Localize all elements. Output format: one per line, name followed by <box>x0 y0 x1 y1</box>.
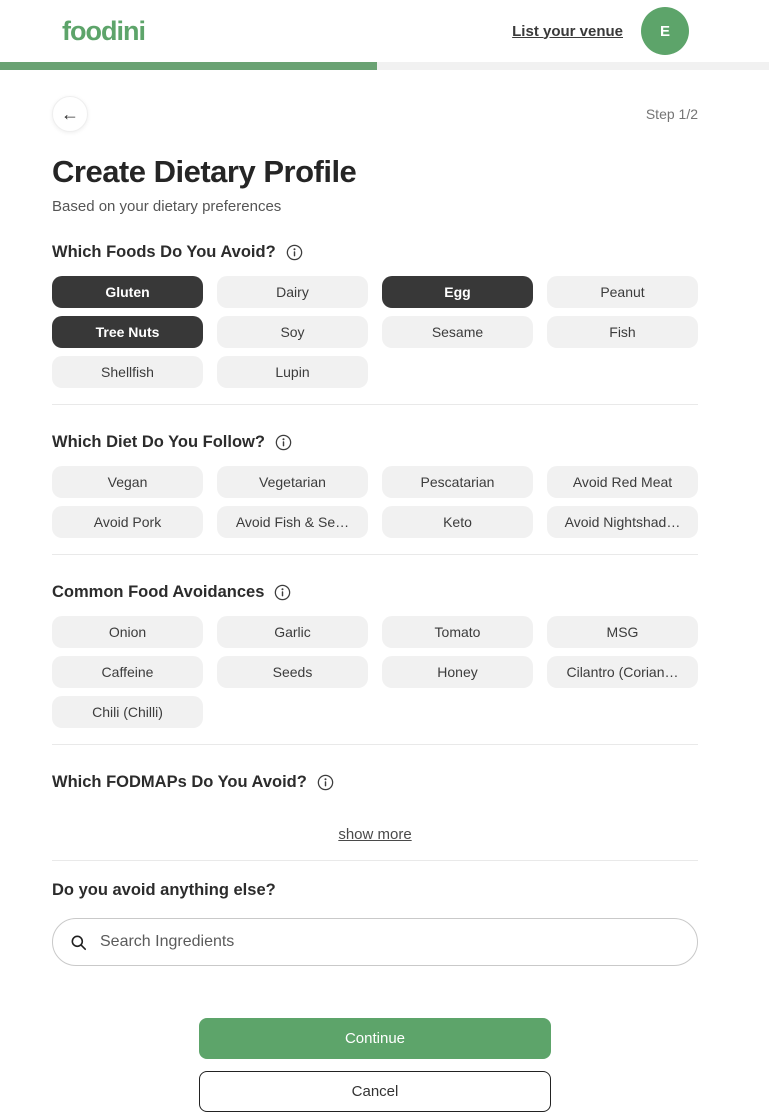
section-heading <box>52 773 698 792</box>
chip-msg[interactable]: MSG <box>547 616 698 648</box>
section-heading <box>52 583 698 602</box>
header-right <box>512 7 689 55</box>
search-ingredients-field[interactable] <box>52 918 698 966</box>
section-heading-label: Which Foods Do You Avoid? <box>52 243 276 261</box>
user-avatar[interactable]: E <box>641 7 689 55</box>
anything-else-title: Do you avoid anything else? <box>52 881 276 899</box>
section-heading <box>52 243 698 262</box>
section-heading-label: Which FODMAPs Do You Avoid? <box>52 773 307 791</box>
chip-avoid-nightshad[interactable]: Avoid Nightshad… <box>547 506 698 538</box>
chip-shellfish[interactable]: Shellfish <box>52 356 203 388</box>
info-icon[interactable] <box>274 584 291 601</box>
chip-egg[interactable]: Egg <box>382 276 533 308</box>
chip-garlic[interactable]: Garlic <box>217 616 368 648</box>
chip-grid <box>52 276 698 388</box>
section-heading-label: Common Food Avoidances <box>52 583 265 601</box>
chip-dairy[interactable]: Dairy <box>217 276 368 308</box>
chip-caffeine[interactable]: Caffeine <box>52 656 203 688</box>
chip-cilantro-corian[interactable]: Cilantro (Corian… <box>547 656 698 688</box>
search-input[interactable] <box>98 932 681 952</box>
section-divider <box>52 744 698 745</box>
chip-honey[interactable]: Honey <box>382 656 533 688</box>
page-title: Create Dietary Profile <box>52 154 357 189</box>
main-content <box>52 96 698 1112</box>
chip-tomato[interactable]: Tomato <box>382 616 533 648</box>
chip-sesame[interactable]: Sesame <box>382 316 533 348</box>
section-which-fodmaps-do-you-avoid <box>52 773 698 861</box>
progress-bar-fill <box>0 62 377 70</box>
chip-peanut[interactable]: Peanut <box>547 276 698 308</box>
section-which-foods-do-you-avoid <box>52 243 698 405</box>
section-heading-label: Which Diet Do You Follow? <box>52 433 265 451</box>
chip-vegetarian[interactable]: Vegetarian <box>217 466 368 498</box>
chip-avoid-fish-se[interactable]: Avoid Fish & Se… <box>217 506 368 538</box>
show-more-link[interactable]: show more <box>338 826 412 843</box>
chip-vegan[interactable]: Vegan <box>52 466 203 498</box>
search-icon <box>69 933 88 952</box>
continue-button[interactable]: Continue <box>199 1018 551 1059</box>
chip-fish[interactable]: Fish <box>547 316 698 348</box>
chip-gluten[interactable]: Gluten <box>52 276 203 308</box>
back-button[interactable] <box>52 96 88 132</box>
foodini-logo[interactable]: foodini <box>62 15 145 46</box>
section-common-food-avoidances <box>52 583 698 745</box>
cancel-button[interactable]: Cancel <box>199 1071 551 1112</box>
section-which-diet-do-you-follow <box>52 433 698 555</box>
chip-avoid-pork[interactable]: Avoid Pork <box>52 506 203 538</box>
step-indicator: Step 1/2 <box>645 106 698 122</box>
chip-soy[interactable]: Soy <box>217 316 368 348</box>
chip-onion[interactable]: Onion <box>52 616 203 648</box>
section-divider <box>52 554 698 555</box>
info-icon[interactable] <box>275 434 292 451</box>
section-divider <box>52 860 698 861</box>
action-buttons <box>52 1018 698 1112</box>
chip-avoid-red-meat[interactable]: Avoid Red Meat <box>547 466 698 498</box>
progress-bar-track <box>0 62 769 70</box>
chip-seeds[interactable]: Seeds <box>217 656 368 688</box>
section-divider <box>52 404 698 405</box>
app-header <box>0 0 769 62</box>
section-heading <box>52 433 698 452</box>
chip-keto[interactable]: Keto <box>382 506 533 538</box>
info-icon[interactable] <box>317 774 334 791</box>
chip-pescatarian[interactable]: Pescatarian <box>382 466 533 498</box>
chip-grid <box>52 466 698 538</box>
chip-tree-nuts[interactable]: Tree Nuts <box>52 316 203 348</box>
back-arrow-icon: ← <box>61 103 79 124</box>
chip-lupin[interactable]: Lupin <box>217 356 368 388</box>
list-your-venue-link[interactable]: List your venue <box>512 22 623 40</box>
page-subtitle: Based on your dietary preferences <box>52 198 282 215</box>
info-icon[interactable] <box>286 244 303 261</box>
chip-grid <box>52 616 698 728</box>
back-row <box>52 96 698 132</box>
chip-chili-chilli[interactable]: Chili (Chilli) <box>52 696 203 728</box>
show-more-wrap <box>52 826 698 844</box>
sections <box>52 243 698 861</box>
